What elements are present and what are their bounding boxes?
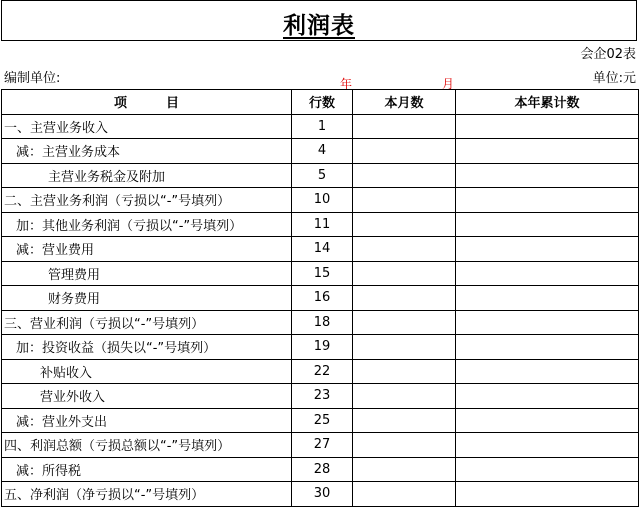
row-item: 加：其他业务利润（亏损以“-”号填列） bbox=[2, 212, 292, 237]
row-line: 1 bbox=[292, 114, 353, 139]
table-row bbox=[2, 384, 639, 409]
row-item: 加：投资收益（损失以“-”号填列） bbox=[2, 335, 292, 360]
row-month-cell[interactable] bbox=[353, 310, 456, 335]
header-ytd: 本年累计数 bbox=[456, 90, 639, 115]
table-row bbox=[2, 335, 639, 360]
row-item: 一、主营业务收入 bbox=[2, 114, 292, 139]
row-line: 16 bbox=[292, 286, 353, 311]
row-item: 财务费用 bbox=[2, 286, 292, 311]
row-ytd-cell[interactable] bbox=[456, 384, 639, 409]
row-item: 主营业务税金及附加 bbox=[2, 163, 292, 188]
row-month-cell[interactable] bbox=[353, 212, 456, 237]
row-line: 23 bbox=[292, 384, 353, 409]
row-ytd-cell[interactable] bbox=[456, 359, 639, 384]
row-ytd-cell[interactable] bbox=[456, 408, 639, 433]
row-line: 10 bbox=[292, 188, 353, 213]
row-ytd-cell[interactable] bbox=[456, 114, 639, 139]
table-row bbox=[2, 212, 639, 237]
row-month-cell[interactable] bbox=[353, 384, 456, 409]
row-ytd-cell[interactable] bbox=[456, 188, 639, 213]
income-statement-table bbox=[1, 89, 639, 507]
form-number: 会企02表 bbox=[580, 47, 636, 62]
row-month-cell[interactable] bbox=[353, 188, 456, 213]
table-row bbox=[2, 114, 639, 139]
row-item: 营业外收入 bbox=[2, 384, 292, 409]
table-row bbox=[2, 482, 639, 507]
org-label: 编制单位: bbox=[4, 71, 61, 86]
row-item: 三、营业利润（亏损以“-”号填列） bbox=[2, 310, 292, 335]
table-row bbox=[2, 433, 639, 458]
row-item: 减：营业费用 bbox=[2, 237, 292, 262]
row-ytd-cell[interactable] bbox=[456, 261, 639, 286]
row-month-cell[interactable] bbox=[353, 335, 456, 360]
table-row bbox=[2, 359, 639, 384]
row-line: 14 bbox=[292, 237, 353, 262]
year-label: 年 bbox=[340, 77, 353, 91]
row-line: 28 bbox=[292, 457, 353, 482]
header-line: 行数 bbox=[292, 90, 353, 115]
title-box bbox=[1, 0, 637, 41]
row-item: 减：主营业务成本 bbox=[2, 139, 292, 164]
row-line: 18 bbox=[292, 310, 353, 335]
row-month-cell[interactable] bbox=[353, 163, 456, 188]
row-ytd-cell[interactable] bbox=[456, 286, 639, 311]
row-month-cell[interactable] bbox=[353, 482, 456, 507]
table-row bbox=[2, 237, 639, 262]
table-row bbox=[2, 457, 639, 482]
row-month-cell[interactable] bbox=[353, 457, 456, 482]
row-ytd-cell[interactable] bbox=[456, 139, 639, 164]
month-label: 月 bbox=[442, 77, 455, 91]
row-line: 4 bbox=[292, 139, 353, 164]
row-line: 30 bbox=[292, 482, 353, 507]
row-item: 减：营业外支出 bbox=[2, 408, 292, 433]
row-month-cell[interactable] bbox=[353, 286, 456, 311]
table-row bbox=[2, 408, 639, 433]
table-row bbox=[2, 139, 639, 164]
row-item: 减：所得税 bbox=[2, 457, 292, 482]
row-month-cell[interactable] bbox=[353, 237, 456, 262]
row-line: 25 bbox=[292, 408, 353, 433]
row-ytd-cell[interactable] bbox=[456, 237, 639, 262]
row-month-cell[interactable] bbox=[353, 408, 456, 433]
row-month-cell[interactable] bbox=[353, 261, 456, 286]
row-item: 四、利润总额（亏损总额以“-”号填列） bbox=[2, 433, 292, 458]
row-month-cell[interactable] bbox=[353, 114, 456, 139]
table-row bbox=[2, 286, 639, 311]
header-month: 本月数 bbox=[353, 90, 456, 115]
row-item: 补贴收入 bbox=[2, 359, 292, 384]
row-line: 22 bbox=[292, 359, 353, 384]
row-ytd-cell[interactable] bbox=[456, 335, 639, 360]
unit-label: 单位:元 bbox=[592, 71, 636, 86]
row-line: 15 bbox=[292, 261, 353, 286]
row-line: 5 bbox=[292, 163, 353, 188]
row-item: 五、净利润（净亏损以“-”号填列） bbox=[2, 482, 292, 507]
row-ytd-cell[interactable] bbox=[456, 457, 639, 482]
page-title: 利润表 bbox=[283, 13, 355, 39]
table-row bbox=[2, 310, 639, 335]
row-line: 19 bbox=[292, 335, 353, 360]
table-row bbox=[2, 188, 639, 213]
row-ytd-cell[interactable] bbox=[456, 212, 639, 237]
row-month-cell[interactable] bbox=[353, 139, 456, 164]
row-ytd-cell[interactable] bbox=[456, 482, 639, 507]
row-line: 27 bbox=[292, 433, 353, 458]
header-item: 项 目 bbox=[2, 90, 292, 115]
row-item: 二、主营业务利润（亏损以“-”号填列） bbox=[2, 188, 292, 213]
row-ytd-cell[interactable] bbox=[456, 433, 639, 458]
row-line: 11 bbox=[292, 212, 353, 237]
row-item: 管理费用 bbox=[2, 261, 292, 286]
table-row bbox=[2, 163, 639, 188]
row-ytd-cell[interactable] bbox=[456, 310, 639, 335]
row-month-cell[interactable] bbox=[353, 359, 456, 384]
table-row bbox=[2, 261, 639, 286]
row-month-cell[interactable] bbox=[353, 433, 456, 458]
row-ytd-cell[interactable] bbox=[456, 163, 639, 188]
header-row bbox=[2, 90, 639, 115]
